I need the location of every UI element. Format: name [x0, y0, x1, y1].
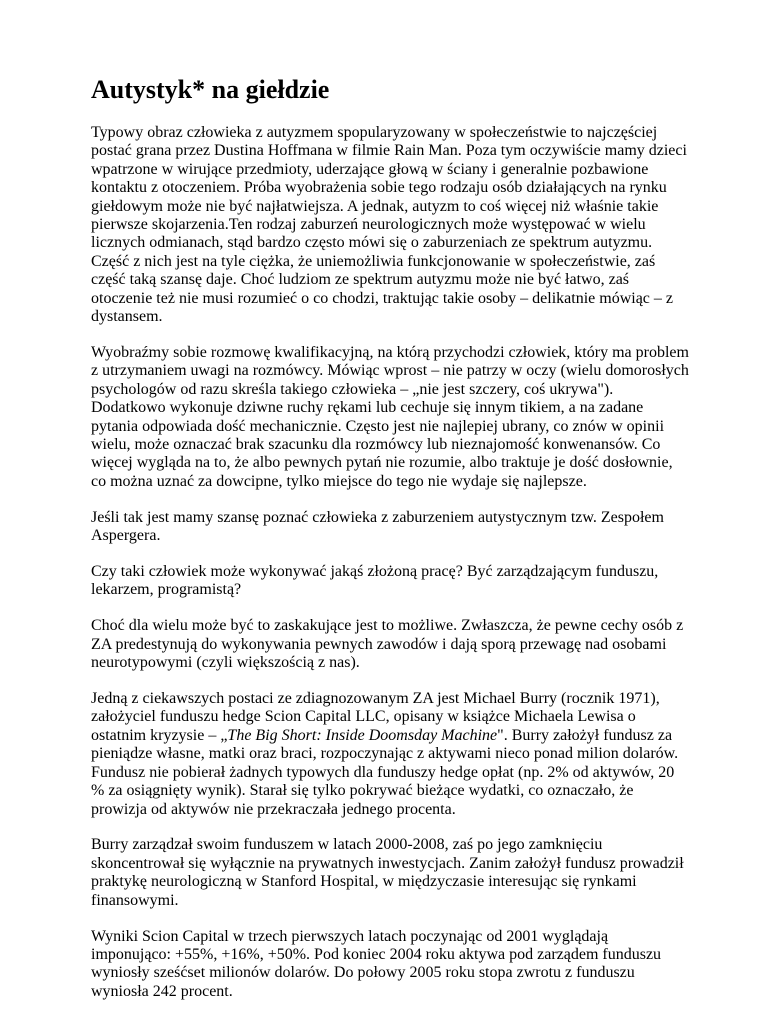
paragraph-asperger: Jeśli tak jest mamy szansę poznać człowieka z zaburzeniem autystycznym tzw. Zespołem Aspergera. — [91, 508, 664, 545]
paragraph-interview: Wyobraźmy sobie rozmowę kwalifikacyjną, na którą przychodzi człowiek, który ma problem z utrzymaniem uwagi na rozmówcy. Mówiąc wprost – nie patrzy w oczy (wielu domorosłych psychologów od razu skreśla takiego człowieka – „nie jest szczery, coś ukrywa"). Dodatkowo wykonuje dziwne ruchy rękami lub cechuje się innym tikiem, a na zadane pytania odpowiada dość mechanicznie. Często jest nie najlepiej ubrany, co znów w opinii wielu, może oznaczać brak szacunku dla rozmówcy lub nieznajomość konwenansów. Co więcej wygląda na to, że albo pewnych pytań nie rozumie, albo traktuje je dość dosłownie, co można uznać za dowcipne, tylko miejsce do tego nie wydaje się najlepsze. — [91, 343, 689, 490]
document-page — [91, 74, 691, 1019]
document-title: Autystyk* na giełdzie — [91, 75, 330, 104]
paragraph-possible: Choć dla wielu może być to zaskakujące jest to możliwe. Zwłaszcza, że pewne cechy osób z ZA predestynują do wykonywania pewnych zawodów i dają sporą przewagę nad osobami neurotypowymi (czyli większością z nas). — [91, 617, 684, 672]
paragraph-scion-results: Wyniki Scion Capital w trzech pierwszych latach poczynając od 2001 wyglądają imponująco: +55%, +16%, +50%. Pod koniec 2004 roku aktywa pod zarządem funduszu wyniosły sześćset milionów dolarów. Do połowy 2005 roku stopa zwrotu z funduszu wyniosła 242 procent. — [91, 927, 662, 1000]
paragraph-question: Czy taki człowiek może wykonywać jakąś złożoną pracę? Być zarządzającym funduszu, lekarzem, programistą? — [91, 563, 659, 599]
burry-text-before: Jedną z ciekawszych postaci ze zdiagnozowanym ZA jest Michael Burry (rocznik 1971), założyciel funduszu hedge Scion Capital LLC, opisany w książce Michaela Lewisa o ostatnim kryzysie – „ — [91, 690, 660, 744]
book-title: The Big Short: Inside Doomsday Machine — [227, 726, 498, 744]
paragraph-burry — [91, 690, 691, 819]
paragraph-intro: Typowy obraz człowieka z autyzmem spopularyzowany w społeczeństwie to najczęściej postać grana przez Dustina Hoffmana w filmie Rain Man. Poza tym oczywiście mamy dzieci wpatrzone w wirujące przedmioty, uderzające głową w ściany i generalnie pozbawione kontaktu z otoczeniem. Próba wyobrażenia sobie tego rodzaju osób działających na rynku giełdowym może nie być najłatwiejsza. A jednak, autyzm to coś więcej niż właśnie takie pierwsze skojarzenia.Ten rodzaj zaburzeń neurologicznych może występować w wielu licznych odmianach, stąd bardzo często mówi się o zaburzeniach ze spektrum autyzmu. Część z nich jest na tyle ciężka, że uniemożliwia funkcjonowanie w społeczeństwie, zaś część taką szansę daje. Choć ludziom ze spektrum autyzmu może nie być łatwo, zaś otoczenie też nie musi rozumieć o co chodzi, traktując takie osoby – delikatnie mówiąc – z dystansem. — [91, 124, 687, 326]
burry-text-after: ". Burry założył fundusz za pieniądze własne, matki oraz braci, rozpoczynając z aktywami nieco ponad milion dolarów. Fundusz nie pobierał żadnych typowych dla funduszy hedge opłat (np. 2% od aktywów, 20 % za osiągnięty wynik). Starał się tylko pokrywać bieżące wydatki, co oznaczało, że prowizja od aktywów nie przekraczała jednego procenta. — [91, 726, 679, 818]
paragraph-burry-career: Burry zarządzał swoim funduszem w latach 2000-2008, zaś po jego zamknięciu skoncentrował się wyłącznie na prywatnych inwestycjach. Zanim założył fundusz prowadził praktykę neurologiczną w Stanford Hospital, w międzyczasie interesując się rynkami finansowymi. — [91, 836, 684, 909]
